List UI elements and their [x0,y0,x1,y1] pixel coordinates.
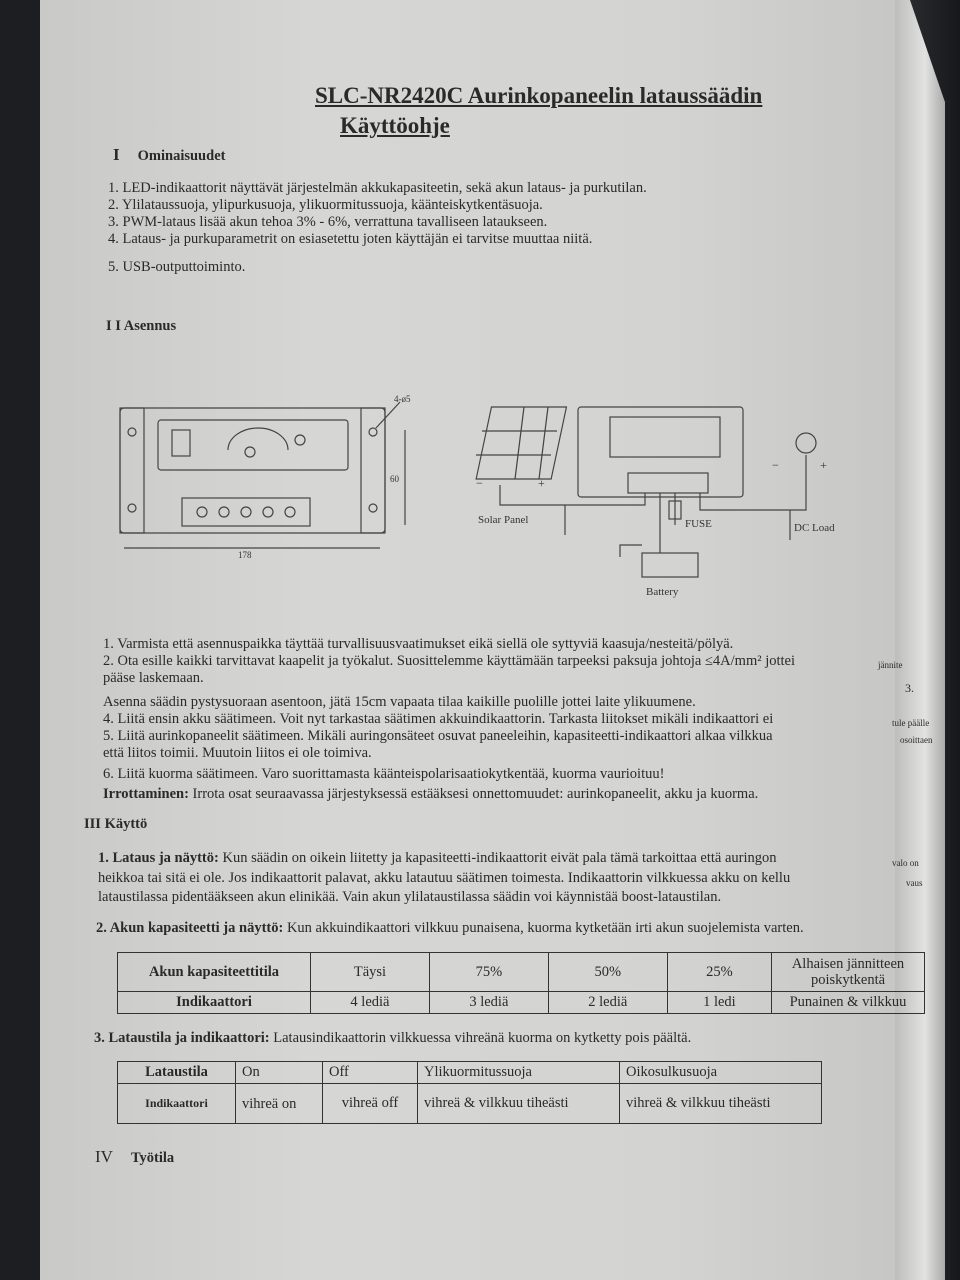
solar-panel-icon [476,407,566,479]
load-wire [700,455,806,510]
terminal-1 [197,507,207,517]
section-2-heading [106,318,176,335]
dim-hole-label: 4-ø5 [394,394,411,404]
section-1-heading [113,145,225,165]
feature-3: 3. PWM-lataus lisää akun tehoa 3% - 6%, verrattuna tavalliseen lataukseen. [108,214,548,230]
battery-symbol [642,553,698,577]
table2-cell: vihreä & vilkkuu tiheästi [418,1084,620,1124]
install-step-6: 6. Liitä kuorma säätimeen. Varo suorittamasta käänteispolarisaatiokytkentää, kuorma vaurioituu! [103,766,665,782]
install-step-3: Asenna säädin pystysuoraan asentoon, jätä 15cm vapaata tilaa kaikille puolille jottei laite ylikuumene. [103,694,696,710]
install-step-2: 2. Ota esille kaikki tarvittavat kaapelit ja työkalut. Suosittelemme käyttämään tarpeeksi paksuja johtoja ≤4A/mm² jottei [103,653,796,669]
dim-width-label: 178 [238,550,252,560]
mount-hole-bl [128,504,136,512]
table1-cell: 3 lediä [429,992,548,1014]
install-step-2-cont: pääse laskemaan. [103,670,204,686]
feature-4: 4. Lataus- ja purkuparametrit on esiasetettu joten käyttäjän ei tarvitse muuttaa niitä. [108,231,593,247]
margin-note-4: osoittaen [900,735,933,745]
charging-state-table [117,1061,822,1124]
install-step-4: 4. Liitä ensin akku säätimeen. Voit nyt tarkastaa säätimen akkuindikaattorin. Tarkasta liitokset mikäli indikaattori ei [103,711,774,727]
mount-hole-tl [128,428,136,436]
solar-panel-label: Solar Panel [478,514,529,526]
usage-p1-note2: vaus [906,878,923,888]
usage-p1-label: 1. Lataus ja näyttö: [98,850,219,866]
mount-hole-br [369,504,377,512]
indicator-knob [245,447,255,457]
table1-header-row [118,953,925,992]
removal-text: Irrota osat seuraavassa järjestyksessä estääksesi onnettomuudet: aurinkopaneelit, akku ja kuorma. [188,786,759,802]
usb-port [172,430,190,456]
table2-header-cell: On [236,1062,323,1084]
table1-header-cell: Alhaisen jännitteen poiskytkentä [772,953,925,992]
section-3-heading [84,816,147,833]
section-1-roman: I [113,145,120,164]
controller-dimension-diagram [110,390,420,560]
section-1-title: Ominaisuudet [137,148,226,164]
table2-cell: vihreä off [323,1084,418,1124]
usage-p2 [96,920,804,937]
install-step-5: 5. Liitä aurinkopaneelit säätimeen. Mikäli auringonsäteet osuvat paneeleihin, kapasiteetti-indikaattori alkaa vilkkua [103,728,773,744]
table2-cell: vihreä & vilkkuu tiheästi [620,1084,822,1124]
battery-label: Battery [646,586,679,598]
paper-curl-edge [895,0,945,1280]
indicator-arc [228,428,288,450]
margin-note-1: jännite [878,660,903,670]
wiring-diagram [470,395,850,610]
terminal-3 [241,507,251,517]
install-step-5-cont: että liitos toimii. Muutoin liitos ei ole toimiva. [103,745,372,761]
table2-header-cell: Ylikuormitussuoja [418,1062,620,1084]
controller-small [578,407,743,497]
load-plus: + [820,458,827,472]
table2-header-cell: Lataustila [118,1062,236,1084]
status-led [295,435,305,445]
solar-minus: − [476,476,483,490]
table1-cell: Punainen & vilkkuu [772,992,925,1014]
dc-load-label: DC Load [794,522,835,534]
feature-2: 2. Ylilataussuoja, ylipurkusuoja, ylikuormitussuoja, käänteiskytkentäsuoja. [108,197,543,213]
table1-cell: Indikaattori [118,992,311,1014]
terminal-5 [285,507,295,517]
table1-header-cell: 25% [667,953,771,992]
section-4-roman: IV [95,1147,113,1166]
feature-5: 5. USB-outputtoiminto. [108,259,246,275]
feature-1: 1. LED-indikaattorit näyttävät järjestelmän akkukapasiteetin, sekä akun lataus- ja purkutilan. [108,180,647,196]
dc-load-icon [796,433,816,453]
table1-header-cell: Täysi [311,953,430,992]
table1-cell: 1 ledi [667,992,771,1014]
hole-leader [376,402,400,428]
usage-p1-note1: valo on [892,858,919,868]
table1-cell: 2 lediä [548,992,667,1014]
usage-p2-text: Kun akkuindikaattori vilkkuu punaisena, kuorma kytketään irti akun suojelemista varten. [283,920,804,936]
document-subtitle: Käyttöohje [340,113,450,138]
display-panel [158,420,348,470]
table2-header-cell: Off [323,1062,418,1084]
table2-cell: Indikaattori [118,1084,236,1124]
removal-label: Irrottaminen: [103,786,189,802]
section-3-roman: III [84,816,101,832]
controller-left-flange [120,408,144,533]
controller-right-flange [361,408,385,533]
table1-header-cell: Akun kapasiteettitila [118,953,311,992]
usage-p1-line3: lataustilassa pidentääkseen akun elinikää. Vain akun ylilataustilassa säädin voi käynnistää boost-lataustilan. [98,889,722,905]
mount-hole-tr [369,428,377,436]
usage-p1-line1 [98,850,777,867]
usage-p3-label: 3. Lataustila ja indikaattori: [94,1030,270,1046]
table1-data-row [118,992,925,1014]
margin-note-2: 3. [905,681,914,695]
usage-p1-line2: heikkoa tai sitä ei ole. Jos indikaattorit palavat, akku latautuu säätimen toimesta. Indikaattorin vilkkuessa akku on kellu [98,870,791,886]
usage-p1-text1: Kun säädin on oikein liitetty ja kapasiteetti-indikaattorit eivät pala tämä tarkoittaa että auringon [218,850,777,866]
controller-small-terminals [628,473,708,493]
section-2-title: Asennus [123,318,177,334]
document-title: SLC-NR2420C Aurinkopaneelin lataussäädin [315,83,763,108]
table2-cell: vihreä on [236,1084,323,1124]
section-2-roman: I I [106,318,121,334]
table1-header-cell: 50% [548,953,667,992]
load-minus: − [772,458,779,472]
install-step-1: 1. Varmista että asennuspaikka täyttää turvallisuusvaatimukset eikä siellä ole syttyviä kaasuja/nesteitä/pölyä. [103,636,734,652]
section-4-heading [95,1147,174,1167]
solar-wire [500,485,645,505]
section-3-title: Käyttö [104,816,148,832]
table1-cell: 4 lediä [311,992,430,1014]
terminal-block [182,498,310,526]
margin-note-3: tule päälle [892,718,930,728]
battery-ground [620,545,642,557]
table2-data-row [118,1084,822,1124]
controller-small-display [610,417,720,457]
dim-height-label: 60 [390,474,399,484]
removal-instruction [103,786,758,803]
usage-p3 [94,1030,691,1047]
table1-header-cell: 75% [429,953,548,992]
section-4-title: Työtila [130,1150,175,1166]
usage-p2-label: 2. Akun kapasiteetti ja näyttö: [96,920,284,936]
terminal-4 [263,507,273,517]
solar-plus: + [538,476,545,490]
fuse-label: FUSE [685,518,712,530]
battery-capacity-table [117,952,925,1014]
terminal-2 [219,507,229,517]
table2-header-row [118,1062,822,1084]
table2-header-cell: Oikosulkusuoja [620,1062,822,1084]
usage-p3-text: Latausindikaattorin vilkkuessa vihreänä kuorma on kytketty pois päältä. [269,1030,692,1046]
